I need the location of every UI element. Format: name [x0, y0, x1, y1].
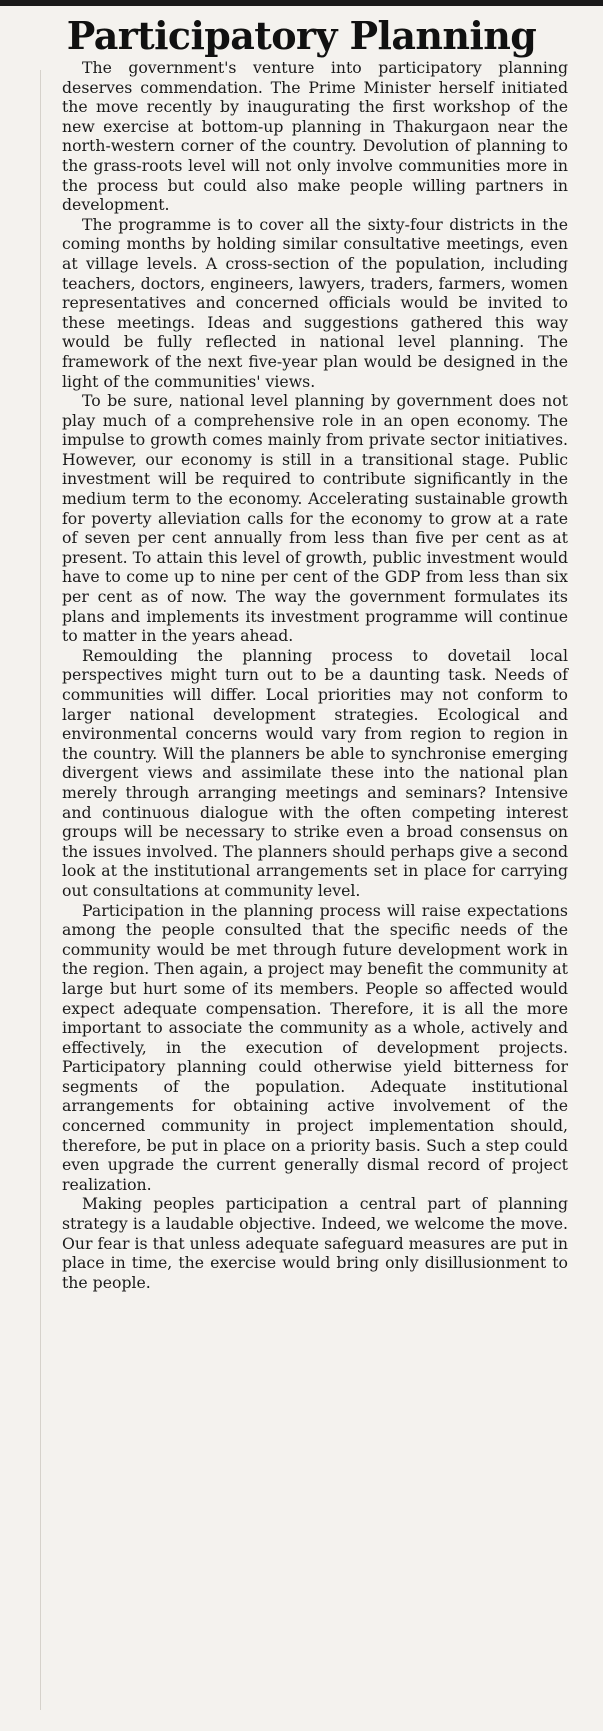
paragraph-6: Making peoples participation a central part of planning strategy is a laudable objective. Indeed, we welcome the move. Our fear is that unless adequate safeguard measures are put in place in time, the exercise would bring only disillusionment to the people.	[62, 1194, 568, 1292]
paragraph-3: To be sure, national level planning by government does not play much of a comprehensive role in an open economy. The impulse to growth comes mainly from private sector initiatives. However, our economy is still in a transitional stage. Public investment will be required to contribute significantly in the medium term to the economy. Accelerating sustainable growth for poverty alleviation calls for the economy to grow at a rate of seven per cent annually from less than five per cent as at present. To attain this level of growth, public investment would have to come up to nine per cent of the GDP from less than six per cent as of now. The way the government formulates its plans and implements its investment programme will continue to matter in the years ahead.	[62, 391, 568, 646]
paragraph-1: The government's venture into participatory planning deserves commendation. The Prime Minister herself initiated the move recently by inaugurating the first workshop of the new exercise at bottom-up planning in Thakurgaon near the north-western corner of the country. Devolution of planning to the grass-roots level will not only involve communities more in the process but could also make people willing partners in development.	[62, 58, 568, 215]
paragraph-4: Remoulding the planning process to dovetail local perspectives might turn out to be a daunting task. Needs of communities will differ. Local priorities may not conform to larger national development strategies. Ecological and environmental concerns would vary from region to region in the country. Will the planners be able to synchronise emerging divergent views and assimilate these into the national plan merely through arranging meetings and seminars? Intensive and continuous dialogue with the often competing interest groups will be necessary to strike even a broad consensus on the issues involved. The planners should perhaps give a second look at the institutional arrangements set in place for carrying out consultations at community level.	[62, 645, 568, 900]
article-body	[62, 58, 568, 1292]
top-rule	[0, 0, 603, 6]
paragraph-2: The programme is to cover all the sixty-four districts in the coming months by holding similar consultative meetings, even at village levels. A cross-section of the population, including teachers, doctors, engineers, lawyers, traders, farmers, women representatives and concerned officials would be invited to these meetings. Ideas and suggestions gathered this way would be fully reflected in national level planning. The framework of the next five-year plan would be designed in the light of the communities' views.	[62, 214, 568, 391]
headline: Participatory Planning	[66, 13, 537, 58]
paragraph-5: Participation in the planning process will raise expectations among the people consulted that the specific needs of the community would be met through future development work in the region. Then again, a project may benefit the community at large but hurt some of its members. People so affected would expect adequate compensation. Therefore, it is all the more important to associate the community as a whole, actively and effectively, in the execution of development projects. Participatory planning could otherwise yield bitterness for segments of the population. Adequate institutional arrangements for obtaining active involvement of the concerned community in project implementation should, therefore, be put in place on a priority basis. Such a step could even upgrade the current generally dismal record of project realization.	[62, 900, 568, 1194]
margin-shadow	[40, 70, 41, 1710]
